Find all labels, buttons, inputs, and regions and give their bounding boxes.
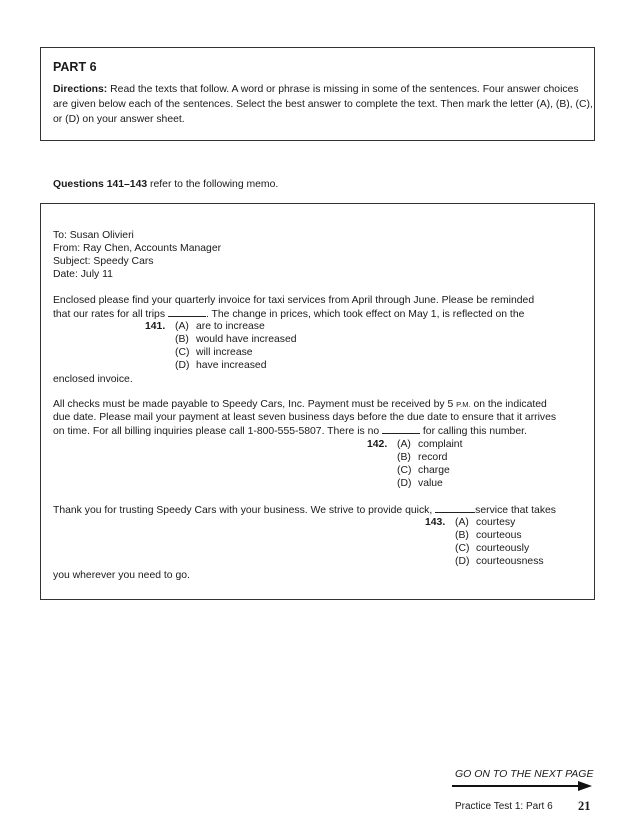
p2-text-b: on the indicated xyxy=(470,399,547,410)
question-143-option-c-letter: (C) xyxy=(455,543,470,554)
question-143-option-d-text: courteousness xyxy=(476,556,544,567)
question-142-option-c-text: charge xyxy=(418,465,450,476)
blank-142 xyxy=(382,424,420,434)
question-141-option-a-text: are to increase xyxy=(196,321,265,332)
part-title: PART 6 xyxy=(53,60,97,74)
memo-paragraph-3-end: you wherever you need to go. xyxy=(53,570,190,581)
memo-subject: Subject: Speedy Cars xyxy=(53,256,154,267)
questions-range: Questions 141–143 xyxy=(53,179,148,190)
question-143-option-b-letter: (B) xyxy=(455,530,469,541)
blank-141 xyxy=(168,307,206,317)
memo-paragraph-2-line-3 xyxy=(53,424,527,438)
memo-paragraph-3-line-1 xyxy=(53,503,556,517)
questions-heading xyxy=(53,179,278,190)
question-142-option-a-text: complaint xyxy=(418,439,463,450)
p2-text-d: for calling this number. xyxy=(422,426,527,437)
question-143-option-a-letter: (A) xyxy=(455,517,469,528)
blank-143 xyxy=(435,503,475,513)
question-142-option-a-letter: (A) xyxy=(397,439,411,450)
p2-text-a: All checks must be made payable to Speedy Cars, Inc. Payment must be received by 5 xyxy=(53,399,457,410)
question-143-option-b-text: courteous xyxy=(476,530,522,541)
questions-heading-text: refer to the following memo. xyxy=(147,179,279,190)
directions-text: Read the texts that follow. A word or phrase is missing in some of the sentences. Four answer choices are given below each of the sentences. Select the best answer to complete the text. Then mark the letter (A), (B), (C), or (D) on your answer sheet. xyxy=(53,84,593,125)
p1-text-a: that our rates for all trips xyxy=(53,309,166,320)
question-142-option-b-text: record xyxy=(418,452,448,463)
memo-paragraph-1-line-2 xyxy=(53,307,524,321)
memo-from: From: Ray Chen, Accounts Manager xyxy=(53,243,222,254)
question-142-option-b-letter: (B) xyxy=(397,452,411,463)
question-141-number: 141. xyxy=(145,321,166,332)
question-141-option-c-letter: (C) xyxy=(175,347,190,358)
go-on-next-page: GO ON TO THE NEXT PAGE xyxy=(455,768,594,780)
question-141-option-d-text: have increased xyxy=(196,360,267,371)
memo-paragraph-2-line-2: due date. Please mail your payment at least seven business days before the due date to ensure that it arrives xyxy=(53,412,557,423)
question-143-option-a-text: courtesy xyxy=(476,517,516,528)
memo-date: Date: July 11 xyxy=(53,269,113,280)
memo-paragraph-1-line-1: Enclosed please find your quarterly invoice for taxi services from April through June. Please be reminded xyxy=(53,295,535,306)
directions-label: Directions: xyxy=(53,84,108,95)
p1-text-b: . The change in prices, which took effect on May 1, is reflected on the xyxy=(205,309,525,320)
question-142-option-d-text: value xyxy=(418,478,443,489)
directions xyxy=(53,82,593,127)
question-142-option-c-letter: (C) xyxy=(397,465,412,476)
question-142-number: 142. xyxy=(367,439,388,450)
p3-text-b: service that takes xyxy=(475,505,556,516)
p2-text-c: on time. For all billing inquiries please call 1-800-555-5807. There is no xyxy=(53,426,380,437)
memo-paragraph-2-line-1 xyxy=(53,398,547,411)
question-141-option-b-text: would have increased xyxy=(196,334,297,345)
memo-to: To: Susan Olivieri xyxy=(53,230,134,241)
p3-text-a: Thank you for trusting Speedy Cars with your business. We strive to provide quick, xyxy=(53,505,433,516)
arrow-right-icon xyxy=(452,781,592,791)
question-141-option-d-letter: (D) xyxy=(175,360,190,371)
p2-pm: P.M. xyxy=(456,400,471,409)
question-143-option-d-letter: (D) xyxy=(455,556,470,567)
question-141-option-a-letter: (A) xyxy=(175,321,189,332)
question-143-number: 143. xyxy=(425,517,446,528)
page-number: 21 xyxy=(578,799,591,813)
question-142-option-d-letter: (D) xyxy=(397,478,412,489)
footer-section: Practice Test 1: Part 6 xyxy=(455,801,553,812)
memo-paragraph-1-end: enclosed invoice. xyxy=(53,374,133,385)
question-141-option-b-letter: (B) xyxy=(175,334,189,345)
question-141-option-c-text: will increase xyxy=(196,347,253,358)
question-143-option-c-text: courteously xyxy=(476,543,530,554)
